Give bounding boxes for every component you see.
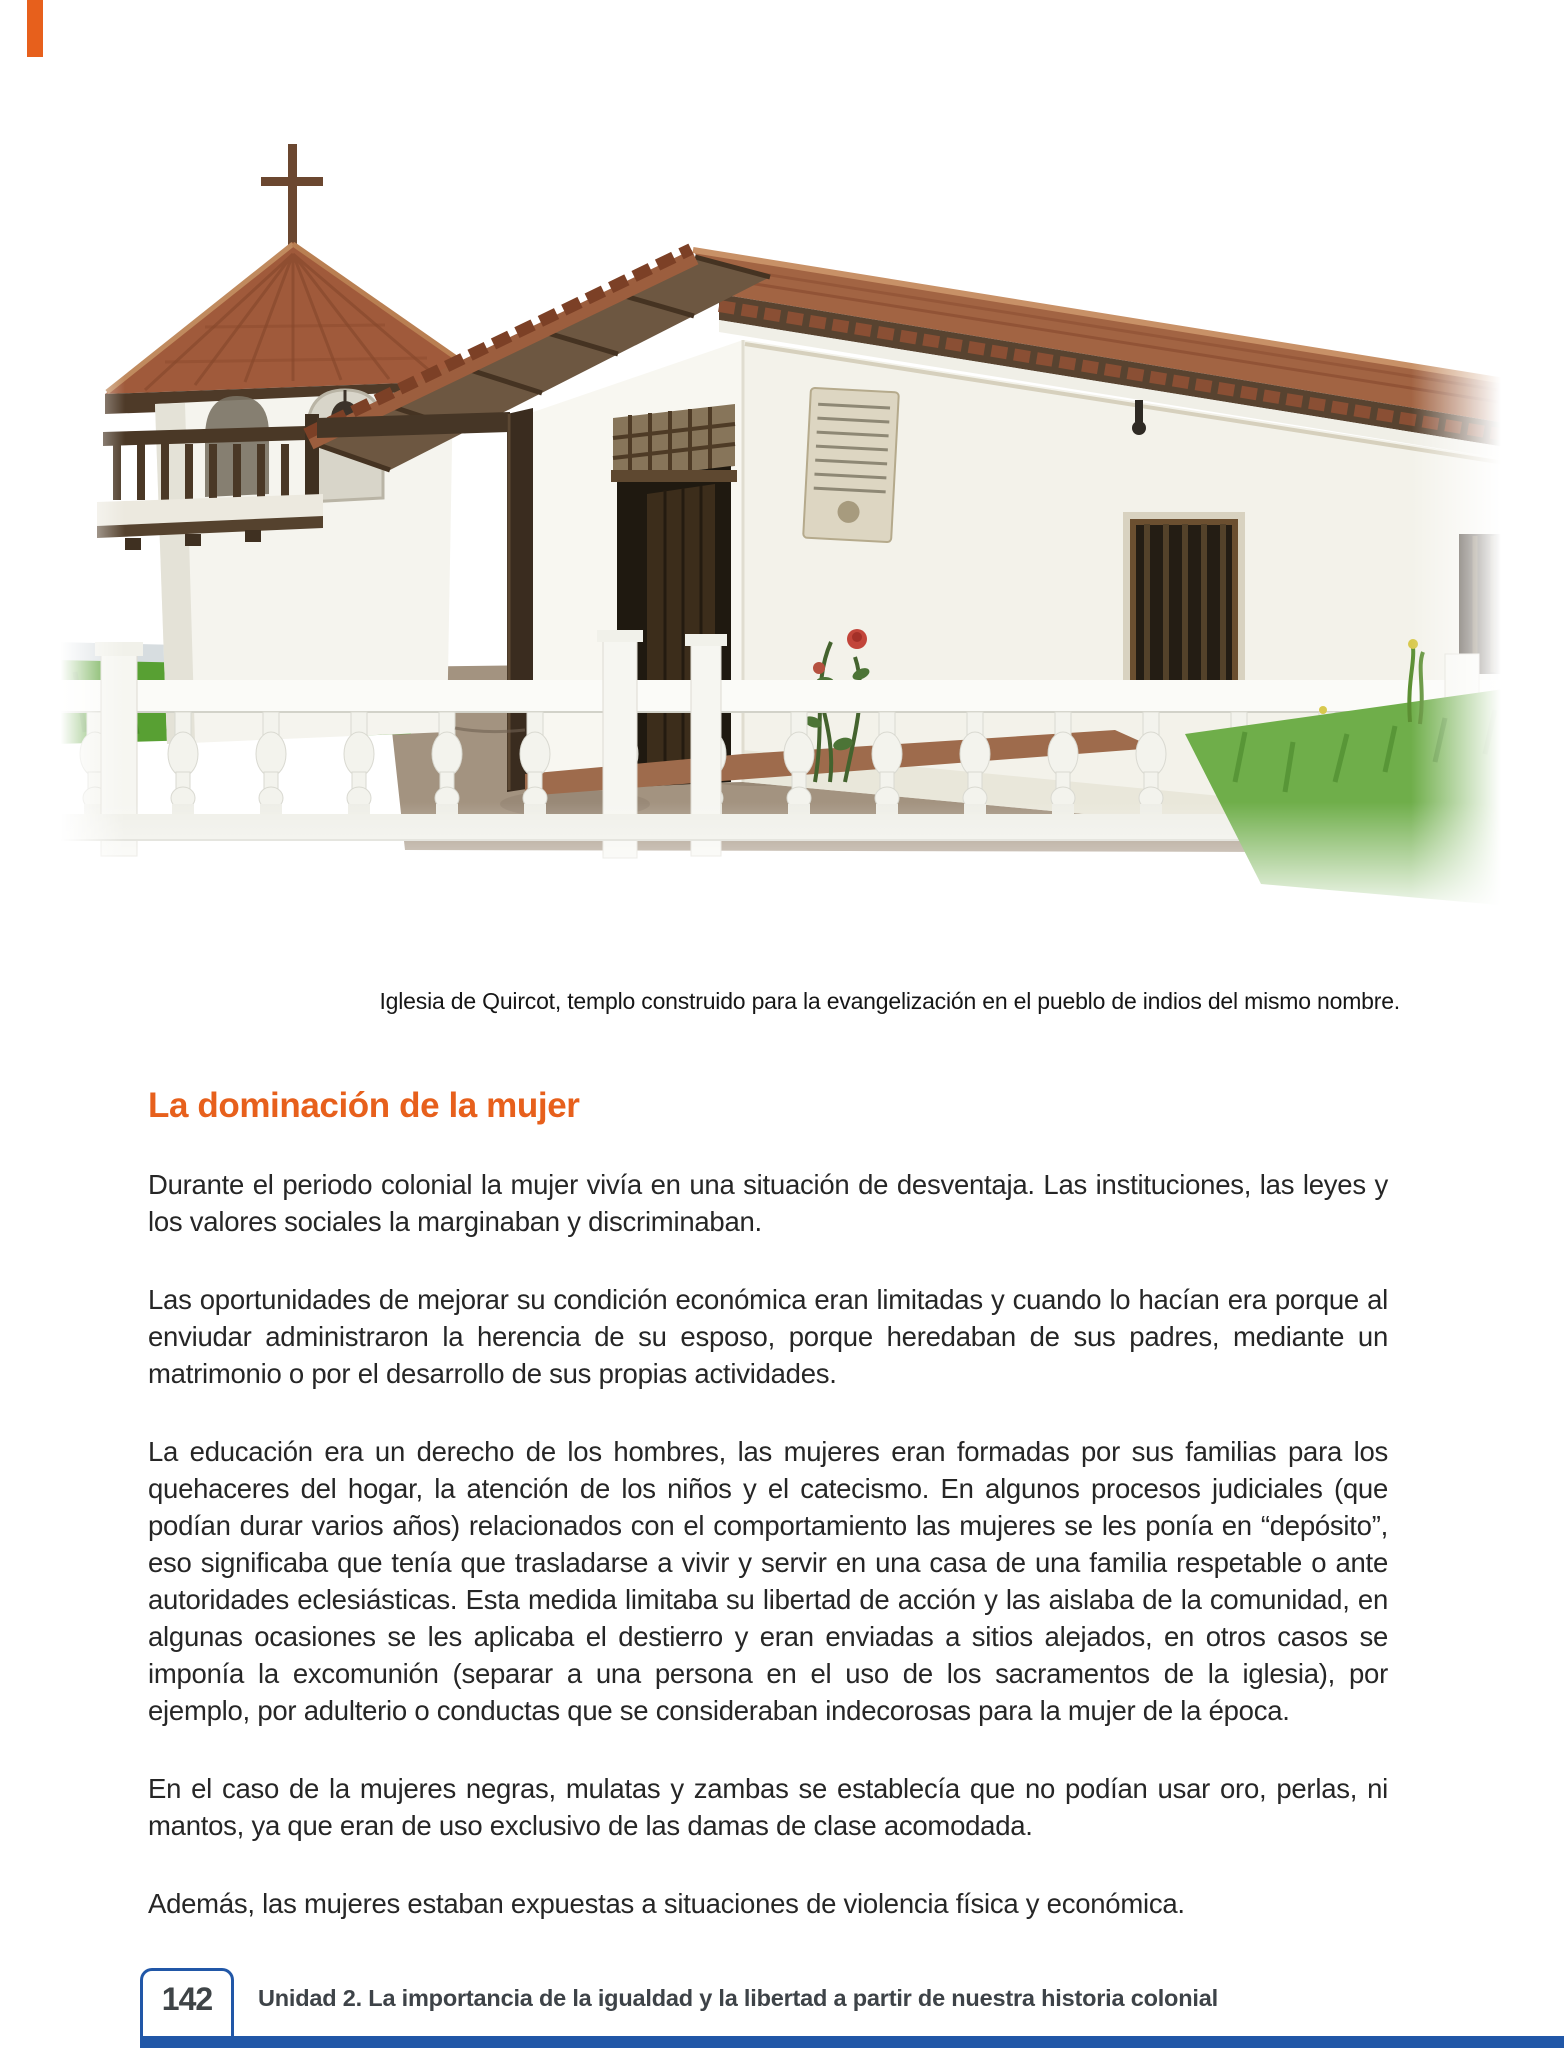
article-body [148,1166,1388,1922]
paragraph-1: Durante el periodo colonial la mujer vivía en una situación de desventaja. Las instituciones, las leyes y los valores sociales la marginaban y discriminaban. [148,1169,1388,1237]
paragraph-5: Además, las mujeres estaban expuestas a situaciones de violencia física y económica. [148,1888,1185,1919]
paragraph-2: Las oportunidades de mejorar su condición económica eran limitadas y cuando lo hacían era porque al enviudar administraron la herencia de su esposo, porque heredaban de sus padres, mediante un matrimonio o por el desarrollo de sus propias actividades. [148,1284,1388,1389]
photo-caption: Iglesia de Quircot, templo construido para la evangelización en el pueblo de indios del mismo nombre. [379,988,1400,1014]
section-heading: La dominación de la mujer [148,1086,580,1125]
paragraph-3: La educación era un derecho de los hombres, las mujeres eran formadas por sus familias para los quehaceres del hogar, la atención de los niños y el catecismo. En algunos procesos judiciales (que podían durar varios años) relacionados con el comportamiento las mujeres se les ponía en “depósito”, eso significaba que tenía que trasladarse a vivir y servir en una casa de una familia respetable o ante autoridades eclesiásticas. Esta medida limitaba su libertad de acción y las aislaba de la comunidad, en algunas ocasiones se les aplicaba el destierro y eran enviadas a sitios alejados, en otros casos se imponía la excomunión (separar a una persona en el uso de los sacramentos de la iglesia), por ejemplo, por adulterio o conductas que se consideraban indecorosas para la mujer de la época. [148,1436,1388,1726]
church-illustration [55,82,1511,962]
footer-unit-label: Unidad 2. La importancia de la igualdad y la libertad a partir de nuestra historia colonial [258,1985,1218,2011]
wall-plaque [803,388,899,542]
page-number-box [140,1968,234,2038]
page-number: 142 [161,1981,213,2017]
footer-blue-bar [140,2036,1564,2048]
paragraph-4: En el caso de la mujeres negras, mulatas y zambas se establecía que no podían usar oro, perlas, ni mantos, ya que eran de uso exclusivo de las damas de clase acomodada. [148,1773,1388,1841]
unit-color-tab [27,0,43,57]
barred-window [1119,512,1249,707]
church-photo [55,82,1511,962]
